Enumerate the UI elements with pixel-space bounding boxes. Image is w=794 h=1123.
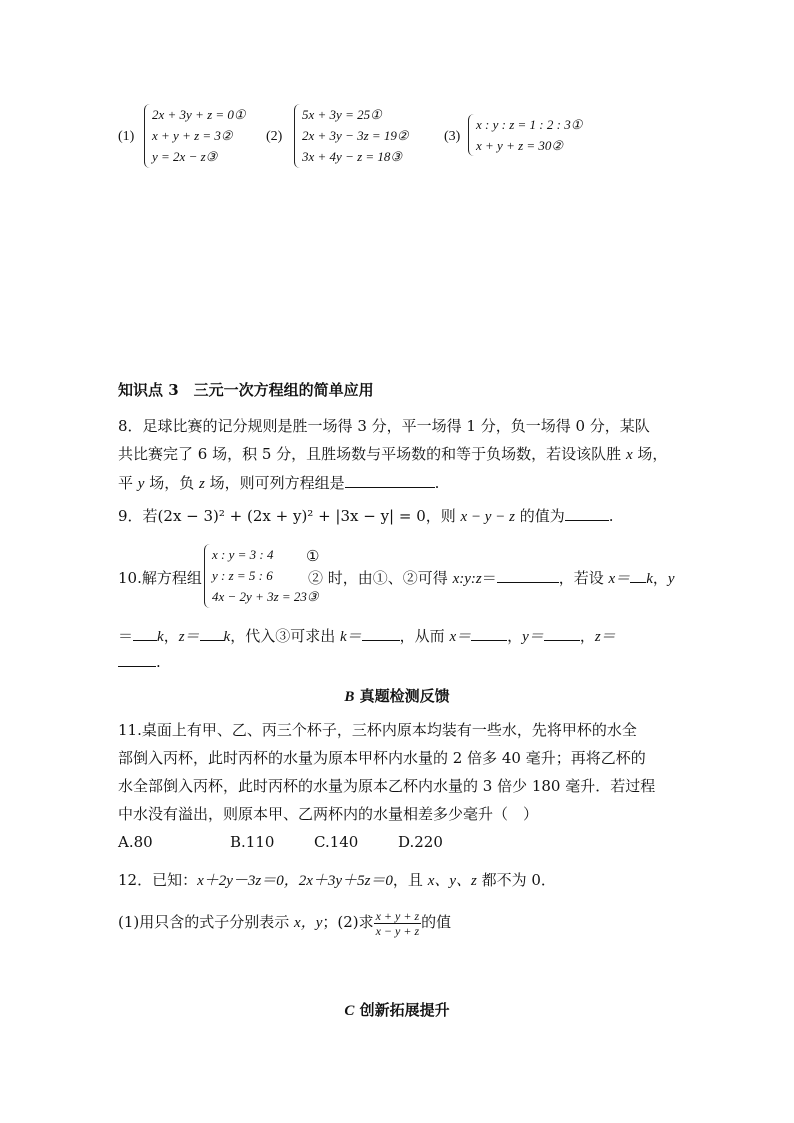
var-z: z＝ — [178, 629, 200, 645]
variables: x，y — [294, 915, 323, 931]
answer-blank[interactable] — [544, 623, 580, 641]
var-k: k — [157, 629, 164, 645]
text: ， — [652, 569, 668, 587]
text: ， — [507, 627, 523, 645]
ratio: x:y:z — [452, 571, 482, 587]
text: 共比赛完了 6 场，积 5 分，且胜场数与平场数的和等于负场数，若设该队胜 — [118, 445, 626, 463]
option-a[interactable]: A.80 — [118, 833, 153, 851]
text: 的值 — [421, 913, 452, 931]
system-label: (2) — [266, 129, 283, 144]
question-9 — [118, 502, 614, 531]
var-x: x＝ — [608, 571, 631, 587]
brace — [204, 544, 211, 608]
text: 时，由①、②可得 — [323, 569, 453, 587]
fraction-denominator: x − y + z — [375, 923, 420, 938]
q11-line-3: 水全部倒入丙杯，此时丙杯的水量为原本乙杯内水量的 3 倍少 180 毫升．若过程 — [118, 777, 656, 795]
var-z: z＝ — [594, 629, 616, 645]
equation: 3x + 4y − z = 18③ — [302, 149, 403, 164]
var-z: z — [199, 476, 205, 492]
var-y: y＝ — [522, 629, 544, 645]
equation: y = 2x − z③ — [152, 149, 218, 164]
text: . — [434, 474, 440, 492]
question-8 — [118, 412, 667, 498]
equation: 4x − 2y + 3z = 23③ — [212, 589, 319, 604]
mark-1: ① — [306, 547, 320, 565]
section-heading: 知识点 3 三元一次方程组的简单应用 — [118, 381, 374, 399]
answer-blank[interactable] — [118, 649, 156, 667]
answer-blank[interactable] — [345, 470, 435, 488]
text: ，若设 — [558, 569, 609, 587]
var-k: k＝ — [340, 629, 362, 645]
answer-blank[interactable] — [200, 623, 224, 641]
q11-line-1: 11.桌面上有甲、乙、丙三个杯子，三杯内原本均装有一些水，先将甲杯的水全 — [118, 721, 637, 739]
system-rows — [152, 104, 246, 167]
system-label: (3) — [444, 129, 461, 144]
var-y: y — [667, 571, 675, 587]
answer-blank[interactable] — [133, 623, 157, 641]
text: 场，则可列方程组是 — [204, 474, 345, 492]
var-k: k — [223, 629, 231, 645]
system-rows — [302, 104, 409, 167]
mark-2: ② — [308, 569, 324, 587]
expression: x − y − z — [460, 509, 515, 525]
section-letter: B — [344, 689, 355, 705]
text: ， — [163, 627, 179, 645]
q10-line-2 — [118, 622, 616, 651]
text: 都不为 0． — [476, 871, 556, 889]
variables: x、y、z — [427, 873, 477, 889]
system-1 — [118, 104, 288, 170]
var-y: y — [137, 476, 145, 492]
equation: 2x + 3y − 3z = 19② — [302, 128, 409, 143]
answer-blank[interactable] — [497, 565, 559, 583]
section-title: 真题检测反馈 — [354, 687, 450, 705]
equation: x + y + z = 30② — [476, 138, 564, 153]
text: (1)用只含的式子分别表示 — [118, 913, 295, 931]
brace — [144, 104, 151, 168]
system-rows — [212, 544, 319, 607]
section-title: 创新拓展提升 — [354, 1001, 450, 1019]
brace — [294, 104, 301, 168]
equation: y : z = 5 : 6 — [212, 568, 273, 583]
equation: x + y + z = 3② — [152, 128, 233, 143]
text: 9．若(2x − 3)² + (2x + y)² + |3x − y| = 0，则 — [118, 507, 461, 525]
var-k: k — [646, 571, 653, 587]
q10-line-1 — [308, 564, 675, 593]
text: ，且 — [392, 871, 428, 889]
text: ＝ — [118, 627, 134, 645]
text: 平 — [118, 474, 138, 492]
text: . — [608, 507, 614, 525]
q10-line-3 — [118, 648, 161, 676]
system-3 — [444, 114, 624, 158]
system-rows — [476, 114, 582, 156]
var-x: x — [625, 447, 633, 463]
text: ；(2)求 — [322, 913, 374, 931]
equation: x : y = 3 : 4 — [212, 547, 274, 562]
text: 12．已知： — [118, 871, 198, 889]
q8-line-1: 8．足球比赛的记分规则是胜一场得 3 分，平一场得 1 分，负一场得 0 分，某队 — [118, 417, 650, 435]
option-b[interactable]: B.110 — [230, 833, 275, 851]
equation: x : y : z = 1 : 2 : 3① — [476, 117, 583, 132]
option-c[interactable]: C.140 — [314, 833, 359, 851]
text: 场，负 — [144, 474, 199, 492]
text: ，代入③可求出 — [230, 627, 340, 645]
answer-blank[interactable] — [565, 503, 609, 521]
text: ， — [579, 627, 595, 645]
answer-blank[interactable] — [471, 623, 507, 641]
section-b-heading — [0, 682, 794, 711]
section-letter: C — [344, 1003, 355, 1019]
option-d[interactable]: D.220 — [398, 833, 443, 851]
q10-prefix: 10.解方程组 — [118, 569, 202, 587]
section-c-heading — [0, 996, 794, 1025]
var-x: x＝ — [449, 629, 472, 645]
system-label: (1) — [118, 129, 135, 144]
question-10 — [118, 544, 678, 674]
answer-blank[interactable] — [630, 565, 646, 583]
text: 的值为 — [514, 507, 565, 525]
brace — [468, 114, 475, 156]
text: ，从而 — [399, 627, 450, 645]
fraction — [374, 909, 422, 938]
q8-line-3 — [118, 469, 667, 498]
answer-blank[interactable] — [362, 623, 400, 641]
fraction-numerator: x + y + z — [375, 908, 420, 923]
equation: 5x + 3y = 25① — [302, 107, 382, 122]
q8-line-2 — [118, 440, 667, 469]
text: . — [156, 653, 161, 671]
equation: 2x + 3y + z = 0① — [152, 107, 246, 122]
text: ＝ — [481, 569, 497, 587]
question-11 — [118, 716, 655, 828]
q11-options — [118, 828, 478, 856]
q11-line-4: 中水没有溢出，则原本甲、乙两杯内的水量相差多少毫升（ ） — [118, 805, 539, 823]
q12-line-2 — [118, 908, 451, 938]
q11-line-2: 部倒入丙杯，此时丙杯的水量为原本甲杯内水量的 2 倍多 40 毫升；再将乙杯的 — [118, 749, 646, 767]
q12-line-1 — [118, 866, 556, 895]
text: 场， — [632, 445, 668, 463]
equations: x＋2y－3z＝0，2x＋3y＋5z＝0 — [197, 873, 393, 889]
system-2 — [266, 104, 446, 170]
